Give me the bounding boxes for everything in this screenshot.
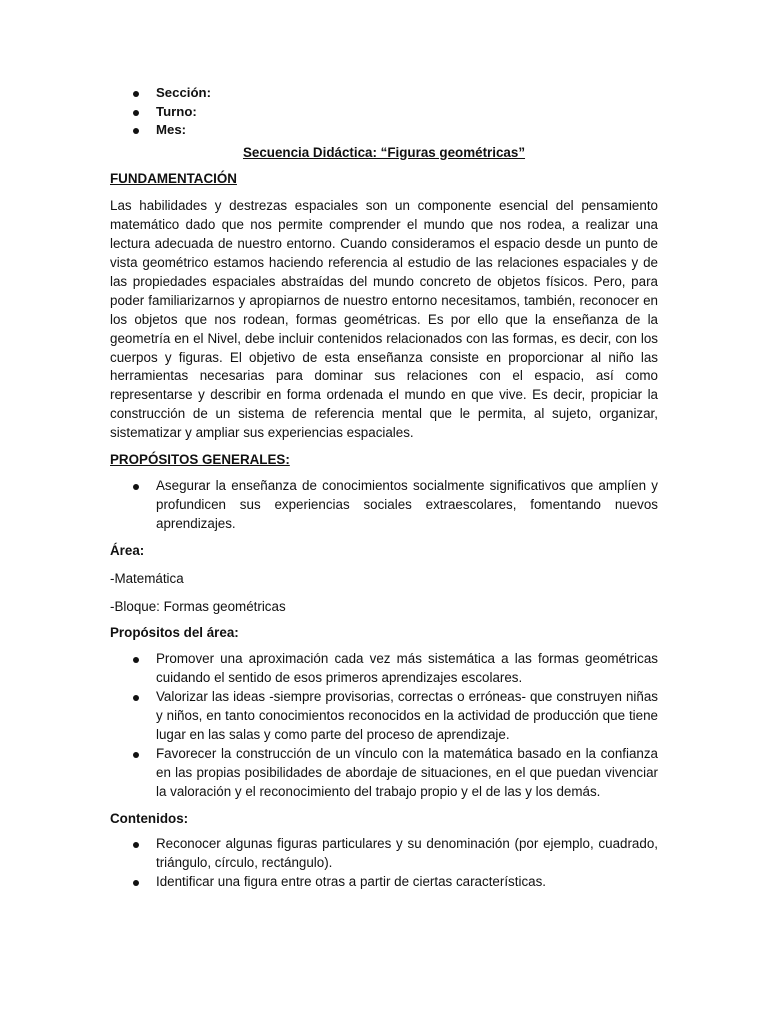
propositos-generales-list xyxy=(110,477,658,534)
list-item-text: Identificar una figura entre otras a partir de ciertas características. xyxy=(156,874,546,890)
header-field-label: Turno: xyxy=(156,103,197,119)
list-item xyxy=(110,745,658,802)
list-item-text: Asegurar la enseñanza de conocimientos socialmente significativos que amplíen y profundicen sus experiencias sociales extraescolares, fomentando nuevos aprendizajes. xyxy=(156,477,658,531)
bullet-icon xyxy=(133,880,139,886)
bullet-icon xyxy=(133,695,139,701)
bullet-icon xyxy=(133,657,139,663)
header-field-label: Sección: xyxy=(156,85,211,100)
area-subject: -Matemática xyxy=(110,570,184,586)
contenidos-heading: Contenidos: xyxy=(110,810,189,826)
area-block: -Bloque: Formas geométricas xyxy=(110,598,286,614)
propositos-area-heading: Propósitos del área: xyxy=(110,625,239,641)
list-item xyxy=(110,477,658,534)
bullet-icon xyxy=(133,752,139,758)
bullet-icon xyxy=(133,484,139,490)
header-field-turno xyxy=(110,103,658,122)
list-item-text: Promover una aproximación cada vez más sistemática a las formas geométricas cuidando el sentido de esos primeros aprendizajes escolares. xyxy=(156,651,658,686)
document-body xyxy=(110,84,658,892)
list-item-text: Valorizar las ideas -siempre provisorias, correctas o erróneas- que construyen niñas y niños, en tanto conocimientos reconocidos en la actividad de producción que tiene lugar en las salas y como parte del proceso de aprendizaje. xyxy=(156,689,658,742)
fundamentacion-heading: FUNDAMENTACIÓN xyxy=(110,171,237,187)
document-title: Secuencia Didáctica: “Figuras geométricas” xyxy=(242,144,526,160)
list-item xyxy=(110,650,658,688)
propositos-area-list xyxy=(110,650,658,801)
list-item-text: Favorecer la construcción de un vínculo con la matemática basado en la confianza en las propias posibilidades de abordaje de situaciones, en el que puedan vivenciar la valoración y el reconocimiento del trabajo propio y el de las y los demás. xyxy=(156,745,658,799)
contenidos-list xyxy=(110,835,658,892)
header-field-mes xyxy=(110,121,658,140)
list-item xyxy=(110,835,658,873)
bullet-icon xyxy=(133,842,139,848)
propositos-generales-heading: PROPÓSITOS GENERALES: xyxy=(110,452,290,468)
fundamentacion-paragraph: Las habilidades y destrezas espaciales son un componente esencial del pensamiento matemático dado que nos permite comprender el mundo que nos rodea, a realizar una lectura adecuada de nuestro entorno. Cuando consideramos el espacio desde un punto de vista geométrico estamos haciendo referencia al estudio de las relaciones espaciales y de las propiedades espaciales abstraídas del mundo concreto de objetos físicos. Pero, para poder familiarizarnos y apropiarnos de nuestro entorno necesitamos, también, reconocer en los objetos que nos rodean, formas geométricas. Es por ello que la enseñanza de la geometría en el Nivel, debe incluir contenidos relacionados con las formas, es decir, con los cuerpos y figuras. El objetivo de esta enseñanza consiste en proporcionar al niño las herramientas necesarias para dominar sus relaciones con el espacio, así como representarse y describir en forma ordenada el mundo en que vive. Es decir, propiciar la construcción de un sistema de referencia mental que le permita, al sujeto, organizar, sistematizar y ampliar sus experiencias espaciales. xyxy=(110,198,658,441)
bullet-icon xyxy=(133,91,139,97)
header-field-seccion xyxy=(110,84,658,103)
bullet-icon xyxy=(133,110,139,116)
bullet-icon xyxy=(133,128,139,134)
header-fields-list xyxy=(110,84,658,140)
list-item xyxy=(110,873,658,892)
list-item xyxy=(110,688,658,745)
area-heading: Área: xyxy=(110,542,145,558)
list-item-text: Reconocer algunas figuras particulares y su denominación (por ejemplo, cuadrado, triángulo, círculo, rectángulo). xyxy=(156,836,658,871)
header-field-label: Mes: xyxy=(156,122,187,138)
